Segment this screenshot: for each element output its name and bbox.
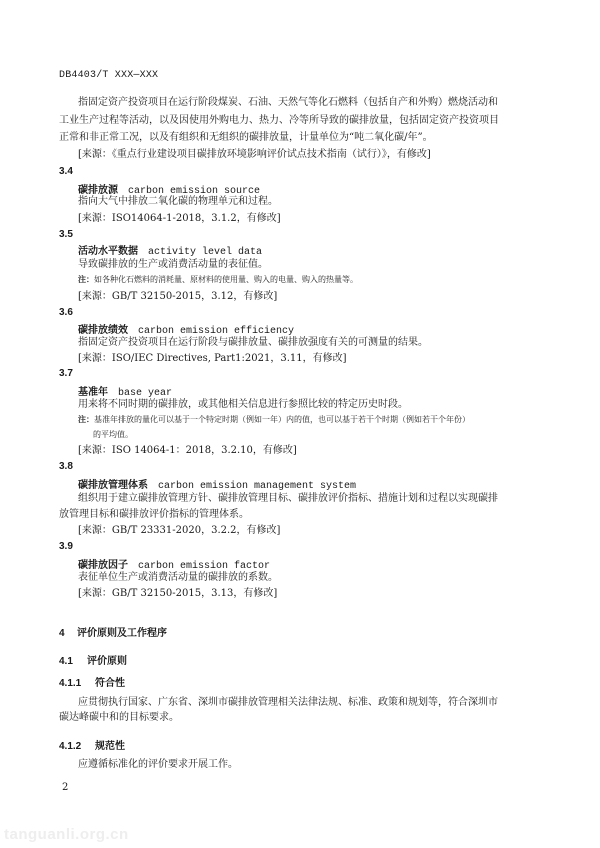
note-label: 注： <box>78 275 94 284</box>
watermark: tanguanli.org.cn <box>4 826 129 843</box>
term-definition: 表征单位生产或消费活动量的碳排放的系数。 <box>78 572 278 583</box>
doc-header: DB4403/T XXX—XXX <box>59 70 159 81</box>
subsection-number: 4.1 <box>59 656 73 667</box>
term-heading <box>78 476 356 492</box>
term-number: 3.4 <box>59 166 73 177</box>
term-source: [来源：ISO 14064-1：2018，3.2.10，有修改] <box>78 445 297 456</box>
term-source: [来源：ISO/IEC Directives, Part1:2021，3.11，有修改] <box>78 353 347 364</box>
clause-heading <box>59 674 125 689</box>
term-en: carbon emission factor <box>138 561 271 572</box>
term-number: 3.7 <box>59 368 73 379</box>
term-zh: 基准年 <box>78 387 108 398</box>
section-number: 4 <box>59 628 65 639</box>
term-zh: 碳排放因子 <box>78 560 128 571</box>
term-en: carbon emission efficiency <box>138 326 295 337</box>
term-en: carbon emission source <box>128 186 261 197</box>
term-definition: 组织用于建立碳排放管理方针、碳排放管理目标、碳排放评价指标、措施计划和过程以实现碳排 <box>78 493 498 504</box>
term-en: carbon emission management system <box>158 481 357 492</box>
clause-number: 4.1.2 <box>59 741 82 752</box>
note-text: 如各种化石燃料的消耗量、原材料的使用量、购入的电量、购入的热量等。 <box>94 275 358 284</box>
term-zh: 碳排放管理体系 <box>78 480 148 491</box>
clause-title: 规范性 <box>95 741 125 752</box>
term-source: [来源：GB/T 23331-2020，3.2.2，有修改] <box>78 525 281 536</box>
term-definition: 导致碳排放的生产或消费活动量的表征值。 <box>78 259 268 270</box>
term-heading <box>78 321 294 337</box>
clause-body-cont: 碳达峰碳中和的目标要求。 <box>59 712 179 723</box>
term-heading <box>78 242 262 258</box>
term-definition: 指固定资产投资项目在运行阶段与碳排放量、碳排放强度有关的可测量的结果。 <box>78 337 428 348</box>
term-note <box>78 273 358 286</box>
note-label: 注： <box>78 415 94 424</box>
term-en: base year <box>118 388 173 399</box>
intro-line-2: 工业生产过程等活动，以及因使用外购电力、热力、冷等所导致的碳排放量，包括固定资产投资项目 <box>59 115 499 126</box>
section-title: 评价原则及工作程序 <box>77 628 167 639</box>
term-definition-cont: 放管理目标和碳排放评价指标的管理体系。 <box>59 509 249 520</box>
clause-number: 4.1.1 <box>59 678 82 689</box>
term-definition: 用来将不同时期的碳排放，或其他相关信息进行参照比较的特定历史时段。 <box>78 399 408 410</box>
term-definition: 指向大气中排放二氧化碳的物理单元和过程。 <box>78 196 278 207</box>
term-note <box>78 413 470 426</box>
term-zh: 碳排放源 <box>78 185 118 196</box>
clause-body: 应遵循标准化的评价要求开展工作。 <box>78 759 238 770</box>
subsection-title: 评价原则 <box>87 656 127 667</box>
term-zh: 碳排放绩效 <box>78 325 128 336</box>
term-number: 3.6 <box>59 307 73 318</box>
term-en: activity level data <box>148 247 263 258</box>
term-number: 3.9 <box>59 541 73 552</box>
section-heading <box>59 624 167 639</box>
term-note-cont: 的平均值。 <box>93 430 133 439</box>
intro-line-3: 正常和非正常工况，以及有组织和无组织的碳排放量，计量单位为“吨二氧化碳/年”。 <box>59 132 433 143</box>
term-source: [来源：GB/T 32150-2015，3.13，有修改] <box>78 588 278 599</box>
page-number: 2 <box>62 782 69 793</box>
term-source: [来源：GB/T 32150-2015，3.12，有修改] <box>78 291 278 302</box>
term-source: [来源：ISO14064-1-2018，3.1.2，有修改] <box>78 213 281 224</box>
intro-line-1: 指固定资产投资项目在运行阶段煤炭、石油、天然气等化石燃料（包括自产和外购）燃烧活动和 <box>78 97 498 108</box>
subsection-heading <box>59 652 127 667</box>
term-zh: 活动水平数据 <box>78 246 138 257</box>
intro-source: [来源：《重点行业建设项目碳排放环境影响评价试点技术指南（试行）》，有修改] <box>78 149 431 160</box>
term-heading <box>78 383 172 399</box>
term-heading <box>78 556 270 572</box>
term-number: 3.8 <box>59 461 73 472</box>
clause-body: 应贯彻执行国家、广东省、深圳市碳排放管理相关法律法规、标准、政策和规划等，符合深圳市 <box>78 697 498 708</box>
term-number: 3.5 <box>59 229 73 240</box>
clause-title: 符合性 <box>95 678 125 689</box>
note-text: 基准年排放的量化可以基于一个特定时期（例如一年）内的值，也可以基于若干个时期（例如若干个年份） <box>94 415 470 424</box>
clause-heading <box>59 737 125 752</box>
